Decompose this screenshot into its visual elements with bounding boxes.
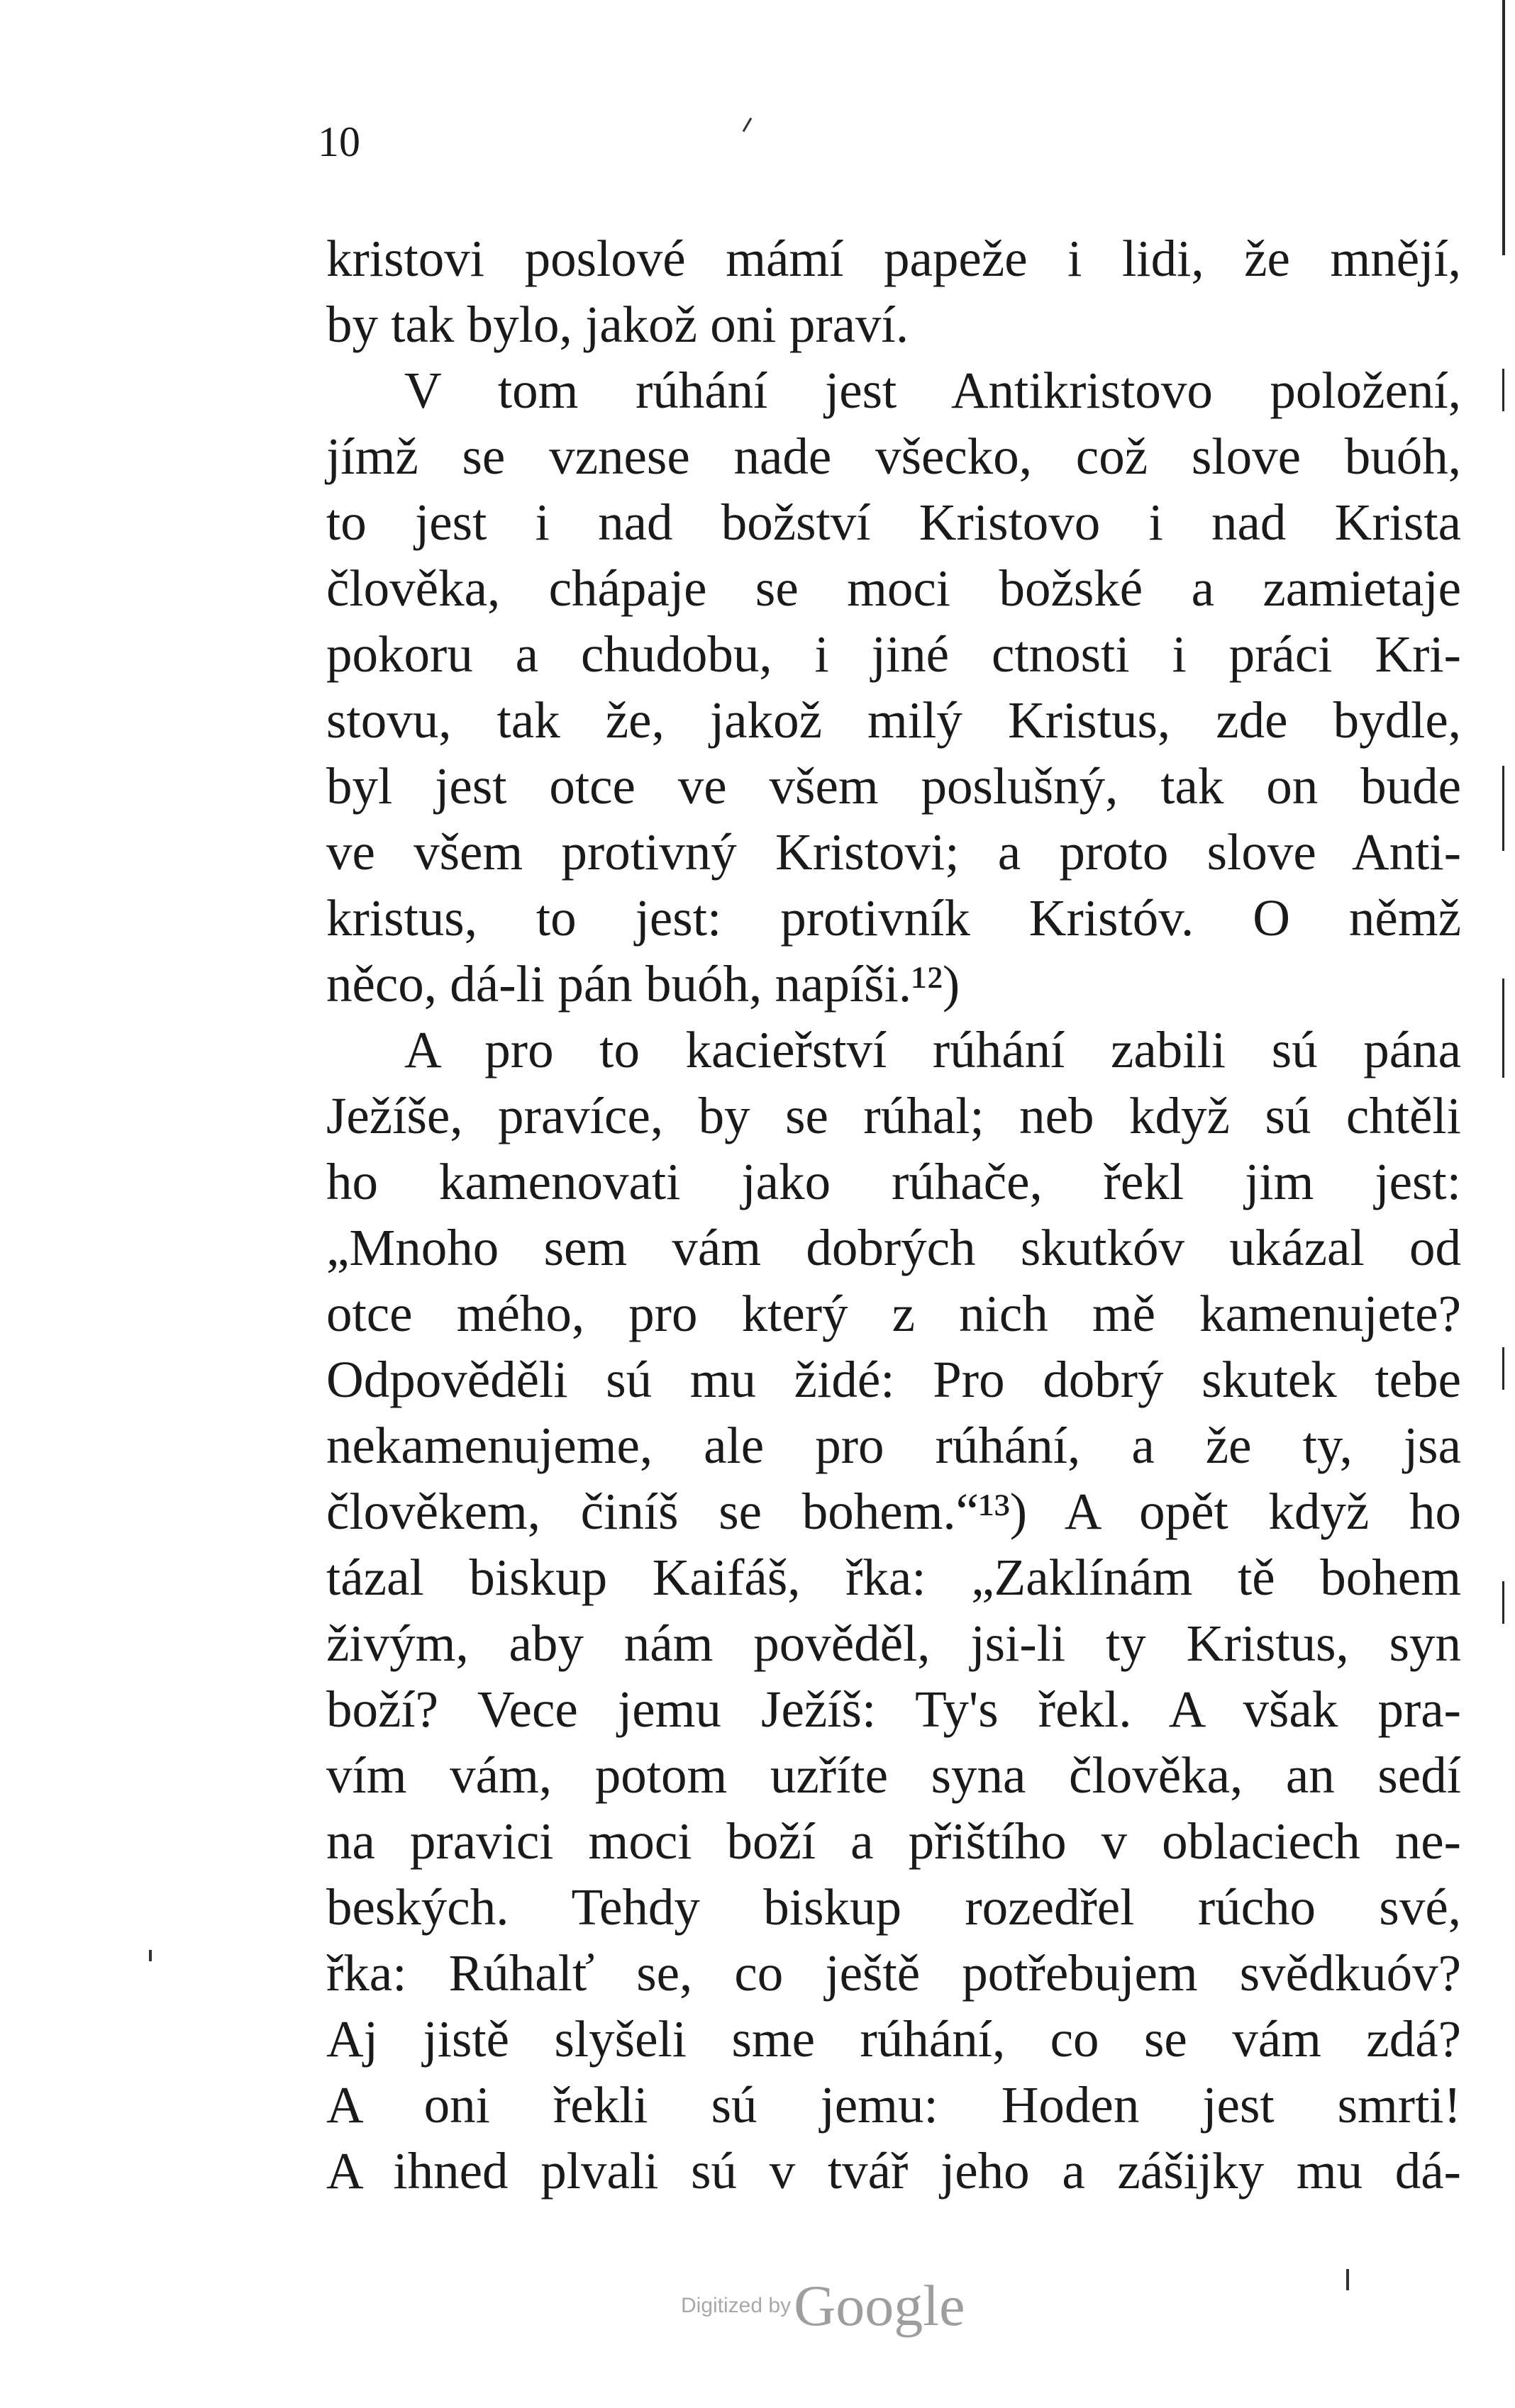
scan-mark xyxy=(149,1950,152,1961)
page-number: 10 xyxy=(318,118,360,165)
digitized-watermark xyxy=(681,2273,965,2339)
watermark-prefix: Digitized by xyxy=(681,2294,792,2317)
page-edge-rule xyxy=(1502,0,1505,255)
text-line: ve všem protivný Kristovi; a proto slove Anti- xyxy=(326,823,1461,881)
text-line: by tak bylo, jakož oni praví. xyxy=(326,296,909,353)
text-line: stovu, tak že, jakož milý Kristus, zde bydle, xyxy=(326,691,1461,749)
text-line: vím vám, potom uzříte syna člověka, an sedí xyxy=(326,1746,1461,1804)
text-line: člověka, chápaje se moci božské a zamietaje xyxy=(326,559,1461,617)
page-edge-rule xyxy=(1502,979,1504,1078)
text-line: byl jest otce ve všem poslušný, tak on bude xyxy=(326,757,1461,815)
text-line: něco, dá-li pán buóh, napíši.¹²) xyxy=(326,955,960,1013)
text-line: ho kamenovati jako rúhače, řekl jim jest: xyxy=(326,1153,1461,1210)
text-line: živým, aby nám pověděl, jsi-li ty Kristus, syn xyxy=(326,1615,1461,1672)
page-edge-rule xyxy=(1502,1347,1504,1390)
text-line: „Mnoho sem vám dobrých skutkóv ukázal od xyxy=(326,1219,1461,1276)
text-line: V tom rúhání jest Antikristovo položení, xyxy=(404,362,1461,419)
text-line: to jest i nad božství Kristovo i nad Krista xyxy=(326,494,1461,551)
scan-mark xyxy=(1346,2269,1349,2290)
text-line: beských. Tehdy biskup rozedřel rúcho své, xyxy=(326,1878,1461,1936)
text-line: na pravici moci boží a přištího v oblaciech ne- xyxy=(326,1812,1461,1870)
text-line: Ježíše, pravíce, by se rúhal; neb když sú chtěli xyxy=(326,1087,1461,1144)
text-line: Odpověděli sú mu židé: Pro dobrý skutek tebe xyxy=(326,1351,1461,1408)
page-edge-rule xyxy=(1502,1581,1504,1624)
text-line: člověkem, činíš se bohem.“¹³) A opět když ho xyxy=(326,1483,1461,1540)
text-line: kristovi poslové mámí papeže i lidi, že mnějí, xyxy=(326,230,1461,287)
watermark-brand: Google xyxy=(794,2273,965,2338)
text-line: kristus, to jest: protivník Kristóv. O němž xyxy=(326,889,1461,947)
text-line: nekamenujeme, ale pro rúhání, a že ty, jsa xyxy=(326,1417,1461,1474)
body-text xyxy=(326,225,1461,2204)
text-line: řka: Rúhalť se, co ještě potřebujem svědkuóv? xyxy=(326,1944,1461,2002)
page-edge-rule xyxy=(1502,766,1504,851)
text-line: Aj jistě slyšeli sme rúhání, co se vám zdá? xyxy=(326,2010,1461,2068)
text-line: pokoru a chudobu, i jiné ctnosti i práci Kri- xyxy=(326,625,1461,683)
text-line: A ihned plvali sú v tvář jeho a zášijky mu dá- xyxy=(326,2142,1461,2200)
scan-mark xyxy=(743,118,753,133)
text-line: tázal biskup Kaifáš, řka: „Zaklínám tě bohem xyxy=(326,1549,1461,1606)
text-line: A oni řekli sú jemu: Hoden jest smrti! xyxy=(326,2076,1461,2134)
text-line: jímž se vznese nade všecko, což slove buóh, xyxy=(326,428,1461,485)
text-line: otce mého, pro který z nich mě kamenujete? xyxy=(326,1285,1461,1342)
text-line: boží? Vece jemu Ježíš: Ty's řekl. A však pra- xyxy=(326,1680,1461,1738)
text-line: A pro to kacieřství rúhání zabili sú pána xyxy=(404,1021,1461,1078)
page-edge-rule xyxy=(1502,369,1504,411)
